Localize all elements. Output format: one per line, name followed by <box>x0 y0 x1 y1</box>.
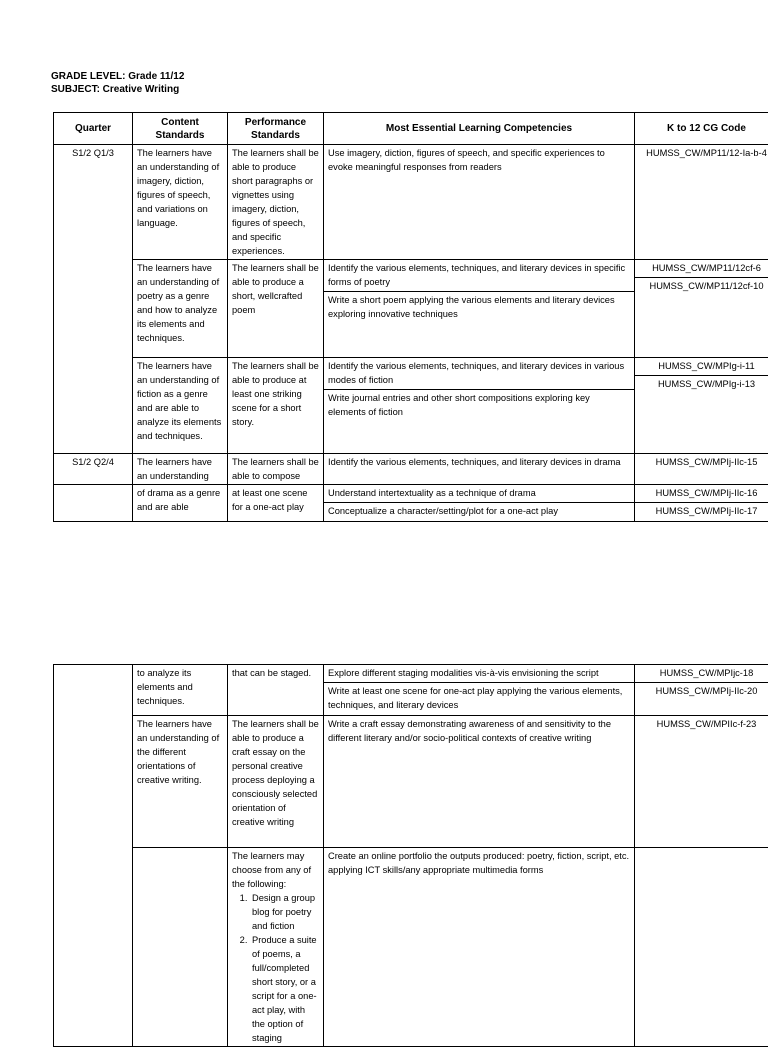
performance-options-list <box>232 891 319 1045</box>
code-cell <box>635 848 768 1047</box>
competency-item: Write a short poem applying the various elements and literary devices exploring innovative techniques <box>324 291 634 323</box>
quarter-cell <box>54 848 133 1047</box>
table-row <box>54 358 768 454</box>
col-header-quarter: Quarter <box>54 113 133 145</box>
competency-item: Identify the various elements, techniques, and literary devices in various modes of fiction <box>328 359 630 389</box>
table-header-row <box>54 113 768 145</box>
performance-standard-cell: The learners shall be able to produce short paragraphs or vignettes using imagery, diction, figures of speech, and specific experiences. <box>228 145 324 260</box>
table-row <box>54 665 768 716</box>
performance-standard-cell: The learners shall be able to produce at least one striking scene for a short story. <box>228 358 324 454</box>
code-cell: HUMSS_CW/MPIIc-f-23 <box>635 716 768 848</box>
competency-cell: Use imagery, diction, figures of speech, and specific experiences to evoke meaningful responses from readers <box>324 145 635 260</box>
performance-standard-cell <box>228 848 324 1047</box>
performance-standard-cell: The learners shall be able to produce a short, wellcrafted poem <box>228 260 324 358</box>
table-row <box>54 454 768 485</box>
performance-standard-cell: The learners shall be able to produce a craft essay on the personal creative process deploying a consciously selected orientation of creative writing <box>228 716 324 848</box>
competency-item: Write at least one scene for one-act play applying the various elements, techniques, and literary devices <box>324 682 634 714</box>
curriculum-table <box>53 112 768 522</box>
grade-level: GRADE LEVEL: Grade 11/12 <box>51 70 184 83</box>
performance-standard-cell: The learners shall be able to compose <box>228 454 324 485</box>
code-cell <box>635 485 768 522</box>
competency-item: Identify the various elements, techniques, and literary devices in specific forms of poetry <box>328 261 630 291</box>
table-row <box>54 145 768 260</box>
code-item: HUMSS_CW/MPIj-IIc-20 <box>635 682 768 700</box>
code-item: HUMSS_CW/MPIj-IIc-16 <box>639 486 768 502</box>
col-header-performance-standards: Performance Standards <box>228 113 324 145</box>
performance-standard-cell: that can be staged. <box>228 665 324 716</box>
quarter-cell <box>54 716 133 848</box>
quarter-cell: S1/2 Q1/3 <box>54 145 133 260</box>
quarter-cell <box>54 358 133 454</box>
table-row <box>54 848 768 1047</box>
code-cell <box>635 358 768 454</box>
code-item: HUMSS_CW/MPIg-i-11 <box>639 359 768 375</box>
code-cell: HUMSS_CW/MP11/12-Ia-b-4 <box>635 145 768 260</box>
subject: SUBJECT: Creative Writing <box>51 83 179 96</box>
table-row <box>54 716 768 848</box>
competency-item: Understand intertextuality as a technique of drama <box>328 486 630 502</box>
competency-item: Write journal entries and other short compositions exploring key elements of fiction <box>324 389 634 421</box>
table-row <box>54 260 768 358</box>
content-standard-cell: to analyze its elements and techniques. <box>133 665 228 716</box>
code-item: HUMSS_CW/MP11/12cf-10 <box>635 277 768 295</box>
content-standard-cell: The learners have an understanding <box>133 454 228 485</box>
code-item: HUMSS_CW/MP11/12cf-6 <box>639 261 768 277</box>
table-row <box>54 485 768 522</box>
col-header-content-standards: Content Standards <box>133 113 228 145</box>
competency-cell: Write a craft essay demonstrating awareness of and sensitivity to the different literary and/or socio-political contexts of creative writing <box>324 716 635 848</box>
competency-cell: Create an online portfolio the outputs produced: poetry, fiction, script, etc. applying ICT skills/any appropriate multimedia forms <box>324 848 635 1047</box>
quarter-cell: S1/2 Q2/4 <box>54 454 133 485</box>
content-standard-cell <box>133 848 228 1047</box>
content-standard-cell: The learners have an understanding of poetry as a genre and how to analyze its elements and techniques. <box>133 260 228 358</box>
col-header-competencies: Most Essential Learning Competencies <box>324 113 635 145</box>
competency-item: Conceptualize a character/setting/plot for a one-act play <box>324 502 634 520</box>
competency-cell <box>324 358 635 454</box>
competency-item: Explore different staging modalities vis-à-vis envisioning the script <box>328 666 630 682</box>
content-standard-cell: The learners have an understanding of the different orientations of creative writing. <box>133 716 228 848</box>
content-standard-cell: The learners have an understanding of fiction as a genre and are able to analyze its elements and techniques. <box>133 358 228 454</box>
content-standard-cell: The learners have an understanding of imagery, diction, figures of speech, and variations on language. <box>133 145 228 260</box>
quarter-cell <box>54 485 133 522</box>
code-item: HUMSS_CW/MPIj-IIc-17 <box>635 502 768 520</box>
curriculum-table-continued <box>53 664 768 1047</box>
code-cell <box>635 665 768 716</box>
code-item: HUMSS_CW/MPIjc-18 <box>639 666 768 682</box>
list-item: 2. Produce a suite of poems, a full/completed short story, or a script for a one-act play, with the option of staging <box>250 933 319 1045</box>
performance-standard-cell: at least one scene for a one-act play <box>228 485 324 522</box>
competency-cell: Identify the various elements, techniques, and literary devices in drama <box>324 454 635 485</box>
performance-intro: The learners may choose from any of the following: <box>232 849 319 891</box>
competency-cell <box>324 665 635 716</box>
code-cell: HUMSS_CW/MPIj-IIc-15 <box>635 454 768 485</box>
code-cell <box>635 260 768 358</box>
code-item: HUMSS_CW/MPIg-i-13 <box>635 375 768 393</box>
col-header-code: K to 12 CG Code <box>635 113 768 145</box>
competency-cell <box>324 485 635 522</box>
quarter-cell <box>54 665 133 716</box>
content-standard-cell: of drama as a genre and are able <box>133 485 228 522</box>
quarter-cell <box>54 260 133 358</box>
competency-cell <box>324 260 635 358</box>
list-item: 1. Design a group blog for poetry and fiction <box>250 891 319 933</box>
